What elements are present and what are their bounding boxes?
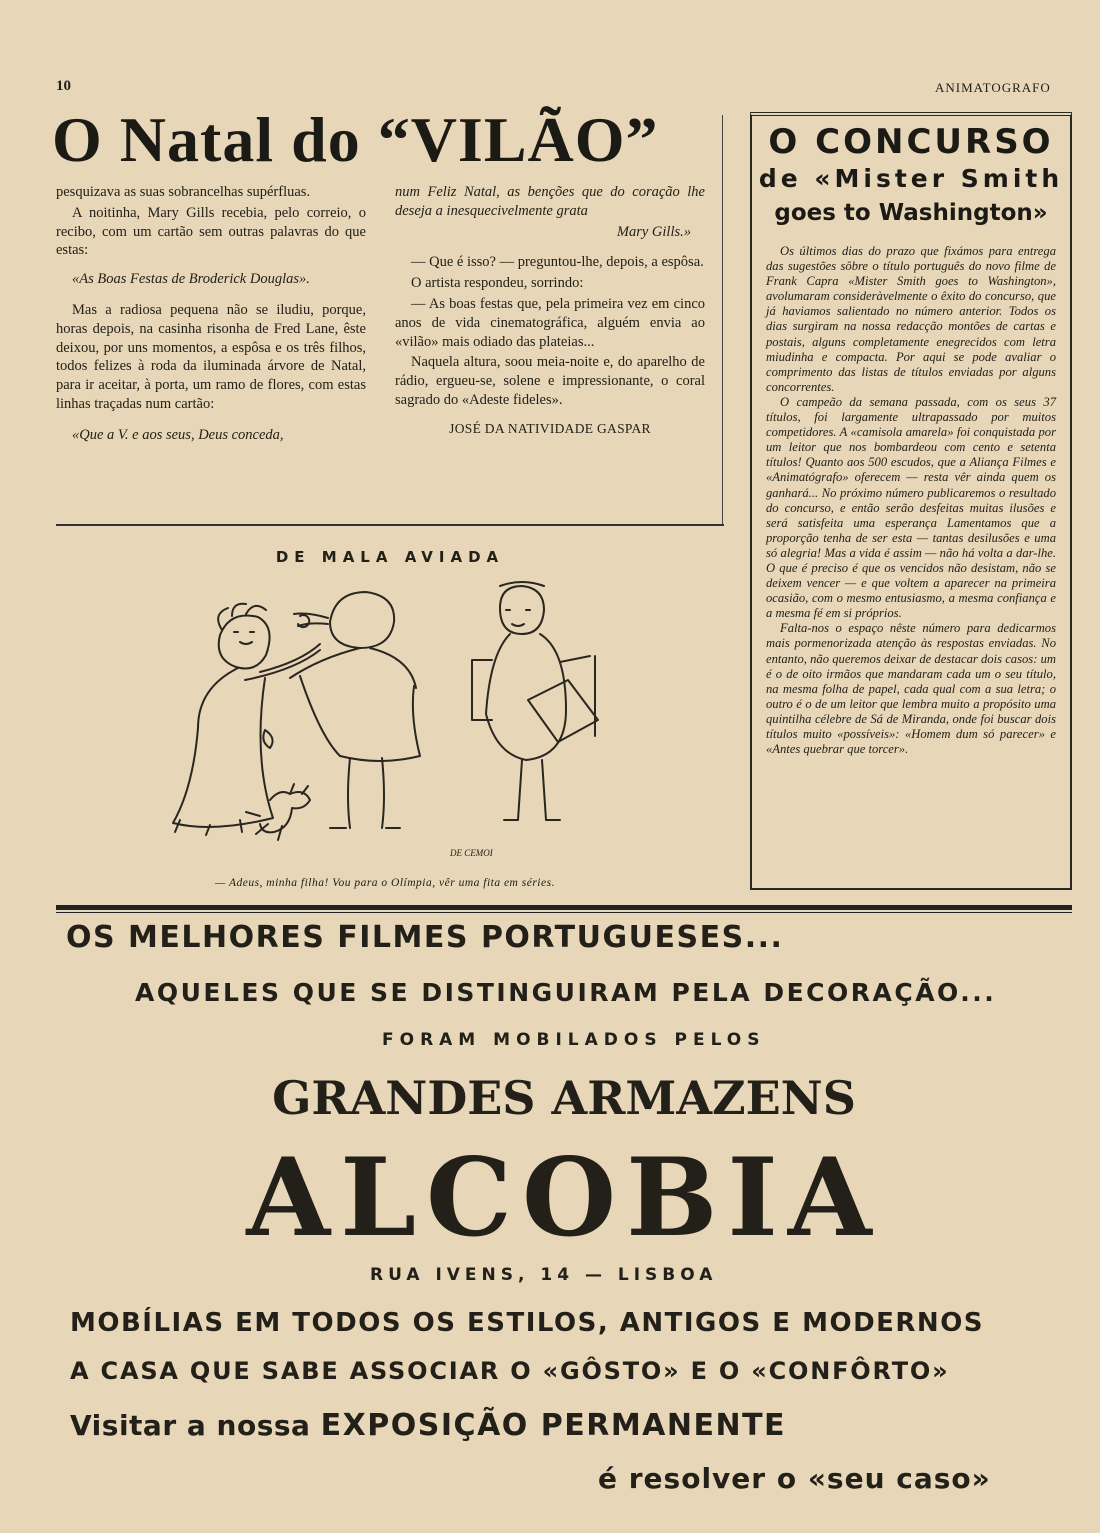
advert-brand: ALCOBIA [246, 1135, 882, 1261]
advert-store-name: GRANDES ARMAZENS [272, 1071, 856, 1125]
advert-line-9-b: EXPOSIÇÃO PERMANENTE [320, 1408, 787, 1443]
article-quote-signature: Mary Gills.» [616, 223, 691, 240]
cartoon-signature: DE CEMOI [450, 848, 493, 858]
man-with-pipe-figure [290, 592, 420, 828]
contest-paragraph: O campeão da semana passada, com os seus 37 títulos, foi largamente ultrapassado por muitos competidores. A «camisola amarela» foi conquistada por um leitor que nos bombardeou com cento e setenta títulos! Quanto aos 500 escudos, que a Aliança Filmes e «Animatógrafo» oferecem — resta vêr ainda quem os ganhará... No próximo número publicaremos o resultado do concurso, e então serão desfeitas muitas ilusões e será satisfeita uma esperança Lamentamos que a proporção tenha de ser esta — tantas desilusões e uma só alegria! Mas a vida é assim — não há volta a dar-lhe. O que é preciso é que os vencidos não desistam, não se deixem vencer — e que voltem a aparecer na primeira ocasião, com o mesmo entusiasmo, a mesma confiança e a mesma fé em si próprios. [766, 394, 1056, 621]
advert-address: RUA IVENS, 14 — LISBOA [370, 1265, 718, 1285]
advert-line-7: MOBÍLIAS EM TODOS OS ESTILOS, ANTIGOS E MODERNOS [70, 1308, 985, 1338]
article-column-2 [395, 183, 705, 441]
advert-line-9-a: Visitar a nossa [70, 1409, 321, 1442]
cartoon-caption: — Adeus, minha filha! Vou para o Olímpia, vêr uma fita em séries. [215, 877, 555, 889]
article-paragraph: O artista respondeu, sorrindo: [411, 275, 584, 292]
article-column-1 [56, 183, 366, 447]
article-quote: «Que a V. e aos seus, Deus conceda, [72, 426, 284, 443]
article-paragraph: Naquela altura, soou meia-noite e, do aparelho de rádio, ergueu-se, solene e impressionante, o coral sagrado do «Adeste fideles». [395, 354, 705, 408]
advert-line-3: FORAM MOBILADOS PELOS [382, 1030, 766, 1050]
article-signature: JOSÉ DA NATIVIDADE GASPAR [449, 420, 651, 436]
article-title: O Natal do “VILÃO” [52, 104, 659, 175]
advert-line-1: OS MELHORES FILMES PORTUGUESES... [66, 920, 784, 955]
contest-title-line-2: de «Mister Smith [758, 164, 1064, 193]
article-paragraph: — Que é isso? — preguntou-lhe, depois, a espôsa. [411, 254, 704, 271]
article-quote: num Feliz Natal, as benções que do coração lhe deseja a inesquecivelmente grata [395, 184, 705, 219]
advert-line-2: AQUELES QUE SE DISTINGUIRAM PELA DECORAÇÃO... [135, 978, 997, 1007]
contest-title-line-1: O CONCURSO [768, 122, 1054, 162]
article-paragraph: pesquizava as suas sobrancelhas supérfluas. [56, 184, 311, 200]
advert-line-10: é resolver o «seu caso» [598, 1462, 991, 1495]
cartoon-title: DE MALA AVIADA [275, 548, 505, 566]
page-number: 10 [56, 78, 71, 94]
contest-text [766, 244, 1056, 757]
article-paragraph: — As boas festas que, pela primeira vez em cinco anos de vida cinematográfica, alguém envia ao «vilão» mais odiado das plateias... [395, 295, 705, 350]
contest-paragraph: Falta-nos o espaço nêste número para dedicarmos mais pormenorizada atenção às respostas enviadas. No entanto, não queremos deixar de destacar dois casos: um é o de oito irmãos que mandaram cada um o seu título, na mesma folha de papel, cada qual com a sua letra; o outro é o de um leitor que lembra muito a propósito uma quintilha célebre de Sá de Miranda, onde foi buscar dois títulos muito «possíveis»: «Homem dum só parecer» e «Antes quebrar que torcer». [766, 621, 1056, 757]
man-with-bags-figure [472, 582, 598, 820]
advert-top-rule-thin [56, 912, 1072, 913]
contest-paragraph: Os últimos dias do prazo que fixámos para entrega das sugestões sôbre o título português do novo filme de Frank Capra «Mister Smith goes to Washington», avolumaram consideràvelmente o êxito do concurso, que já haviamos salientado no número anterior. Todos os dias surgiram na nossa redacção montões de cartas e postais, alguns completamente enegrecidos com letra miudinha e compacta. Por aqui se pode avaliar o comprimento das listas de títulos enviadas por alguns concorrentes. [766, 244, 1056, 394]
advert-line-9 [70, 1408, 786, 1443]
article-paragraph: Mas a radiosa pequena não se iludiu, porque, horas depois, na casinha risonha de Fred Lane, êste deixou, por uns momentos, a espôsa e os três filhos, todos felizes à roda da iluminada árvore de Natal, para ir aceitar, à porta, um ramo de flores, com estas linhas traçadas num cartão: [56, 301, 366, 412]
article-quote: «As Boas Festas de Broderick Douglas». [72, 271, 310, 288]
contest-title-line-3: goes to Washington» [774, 200, 1048, 226]
advert-line-8: A CASA QUE SABE ASSOCIAR O «GÔSTO» E O «CONFÔRTO» [70, 1357, 950, 1385]
advert-top-rule [56, 905, 1072, 910]
cartoon-top-rule [56, 524, 724, 526]
cartoon-illustration [150, 580, 620, 870]
column-divider [722, 115, 723, 525]
running-head: ANIMATOGRAFO [935, 80, 1051, 95]
dog-figure [246, 784, 310, 840]
woman-figure [173, 604, 320, 835]
contest-title [756, 122, 1066, 230]
article-paragraph: A noitinha, Mary Gills recebia, pelo correio, o recibo, com um cartão sem outras palavras do que estas: [56, 204, 366, 259]
